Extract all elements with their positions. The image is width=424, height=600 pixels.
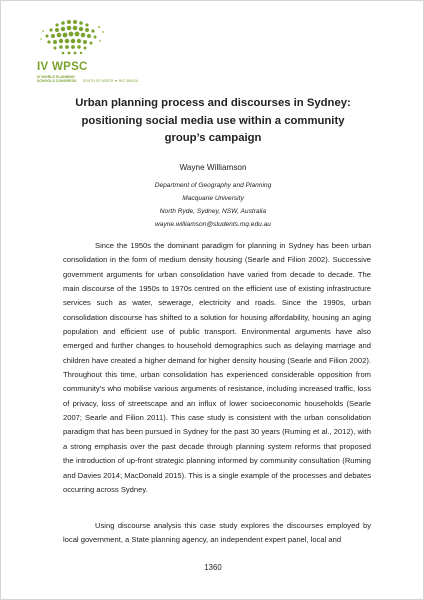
logo-subtitle-line2: SCHOOLS CONGRESS bbox=[37, 79, 77, 83]
page-number: 1360 bbox=[204, 563, 222, 572]
affiliation-department: Department of Geography and Planning bbox=[154, 182, 272, 189]
logo-subtitle-line1: IV WORLD PLANNING bbox=[37, 75, 75, 79]
logo-tagline: SOUTH OF NORTH ▼ RIO, BRAZIL bbox=[83, 79, 139, 83]
paper-title: Urban planning process and discourses in Sydney: positioning social media use within a community group’s campaign bbox=[75, 97, 351, 144]
body-paragraph-1: Since the 1950s the dominant paradigm for planning in Sydney has been urban consolidation in the form of medium density housing (Searle and Filion 2002). Successive government arguments for urban consolidation have varied from decade to decade. The main discourse of the 1950s to 1970s centred on the efficient use of existing infrastructure services such as water, sewerage, electricity and roads. Since the 1990s, urban consolidation discourse has shifted to a solution for housing affordability, housing an aging population and efficient use of public transport. Environmental arguments have also emerged and further changes to household demographics such as delaying marriage and children have created a higher demand for higher density housing (Searle and Filion 2002). Throughout this time, urban consolidation has experienced considerable opposition from community’s who mobilise various arguments of resistance, including increased traffic, loss of privacy, loss of streetscape and an influx of lower socioeconomic households (Searle 2007; Searle and Filion 2011). This case study is consistent with the urban consolidation paradigm that has been pursued in Sydney for the past 30 years (Ruming et al., 2012), with a strong emphasis over the past decade through planning system reforms that proposed the introduction of up-front strategic planning informed by community consultation (Ruming and Davies 2014; MacDonald 2015). This is a single example of the processes and debates occurring across Sydney. bbox=[63, 241, 372, 494]
affiliation-address: North Ryde, Sydney, NSW, Australia bbox=[159, 208, 267, 215]
author-name: Wayne Williamson bbox=[179, 163, 247, 172]
author-email: wayne.williamson@students.mq.edu.au bbox=[155, 221, 271, 228]
logo-title: IV WPSC bbox=[37, 61, 88, 73]
globe-dots-icon bbox=[37, 19, 147, 63]
congress-logo bbox=[37, 19, 147, 81]
body-paragraph-2: Using discourse analysis this case study explores the discourses employed by local government, a State planning agency, an independent expert panel, local and bbox=[63, 521, 371, 545]
affiliation-university: Macquarie University bbox=[182, 195, 244, 202]
